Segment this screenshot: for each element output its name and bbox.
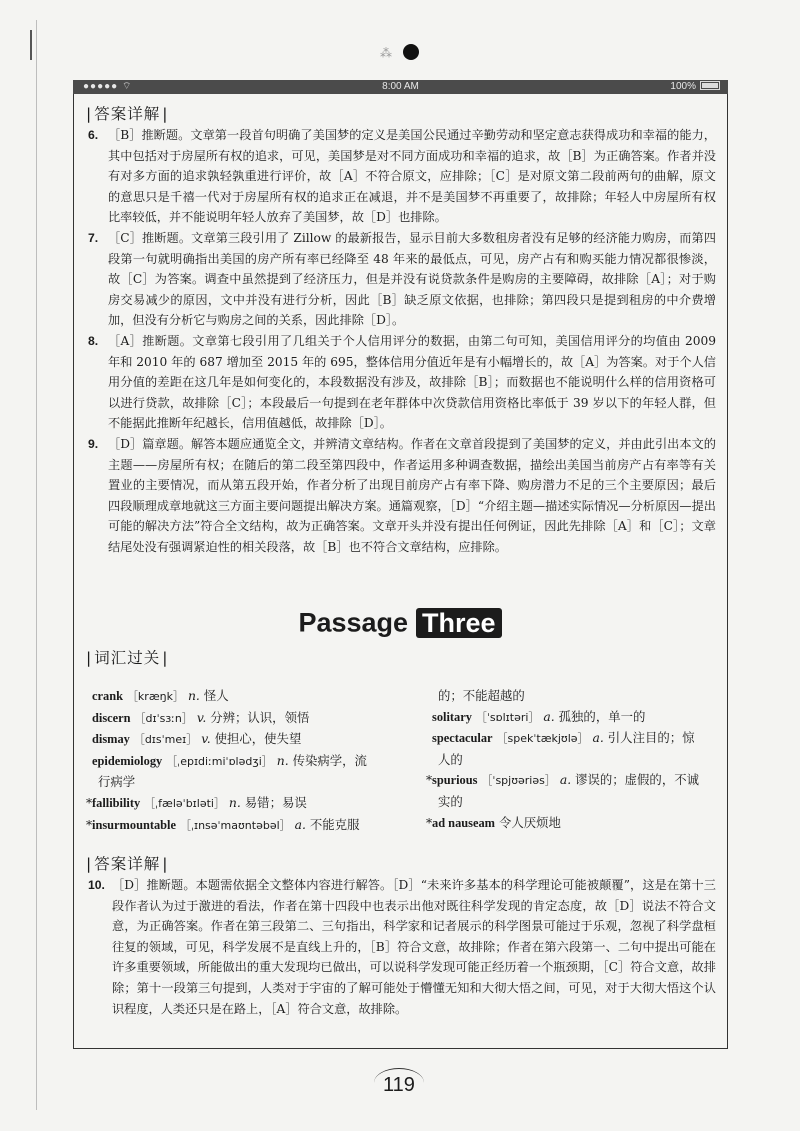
vocab-entry — [426, 770, 726, 792]
vocab-meaning: 不能克服 — [309, 816, 360, 832]
vocab-pos: a. — [294, 816, 306, 832]
vocab-word: insurmountable — [92, 817, 176, 832]
vocab-continuation: 行病学 — [98, 774, 136, 790]
vocab-meaning: 易错；易误 — [244, 794, 307, 810]
item-number: 10. — [88, 878, 105, 892]
vocab-continuation: 实的 — [438, 793, 463, 809]
vocab-pos: a. — [543, 708, 555, 724]
vocab-ipa: ［ˌɪnsəˈmaʊntəbəl］ — [179, 818, 291, 832]
vocab-entry — [426, 728, 726, 750]
vocab-pos: n. — [228, 794, 241, 810]
section-heading: | 答案详解 | — [86, 852, 716, 874]
vocab-word: discern — [92, 710, 131, 725]
sparkle-icon: ⁂ — [380, 46, 392, 60]
vocab-pos: n. — [276, 752, 289, 768]
star-mark: * — [86, 794, 93, 810]
answer-item-6 — [86, 125, 716, 228]
vocab-meaning: 引人注目的；惊 — [607, 730, 695, 746]
vocab-word: fallibility — [92, 795, 141, 810]
vocab-ipa: ［spekˈtækjʊlə］ — [496, 732, 589, 746]
vocab-meaning: 分辨；认识，领悟 — [210, 709, 310, 725]
vocab-pos: a. — [592, 730, 604, 746]
item-text: ［A］推断题。文章第七段引用了几组关于个人信用评分的数据，由第二句可知，美国信用评分的均值由 2009 年和 2010 年的 687 增加至 2015 年的 695，整体信用分值近年是有小幅增长的，故［A］为答案。对于个人信用分值的差距在这几年是如何变化的，本段数据没有涉及，故排除［B］；而数据也不能说明什么样的信用资格可以进行贷款，故排除［C］；本段最后一句提到在老年群体中次贷款信用资格比率低于 39 岁以下的年轻人群，但不能据此推断年纪越长，信用值越低，故排除［D］。 — [108, 333, 716, 431]
passage-word: Passage — [298, 607, 409, 638]
battery-indicator — [670, 80, 720, 94]
vocab-entry — [86, 793, 386, 815]
vocab-ipa: ［kræŋk］ — [126, 690, 184, 703]
vocab-entry — [426, 813, 726, 834]
answer-item-7 — [86, 228, 716, 331]
page-binding-edge — [36, 20, 37, 1110]
vocab-column-right — [426, 686, 726, 833]
vocab-pos: a. — [559, 772, 572, 788]
page-number: 119 — [374, 1074, 424, 1097]
vocab-meaning: 令人厌烦地 — [498, 814, 561, 830]
vocab-word: spectacular — [432, 731, 493, 746]
item-text: ［B］推断题。文章第一段首句明确了美国梦的定义是美国公民通过辛勤劳动和坚定意志获得成功和幸福的能力，其中包括对于房屋所有权的追求，可见，美国梦是对不同方面成功和幸福的追求，故［B］为正确答案。作者并没有对多方面的追求孰轻孰重进行评价，故［A］不符合原文，应排除；［C］是对原文第二段前两句的曲解，原文的意思只是千禧一代对于房屋所有权的追求正在减退，并不是美国梦不再重要了，故排除；年轻人中房屋所有权比率较低，并不能说明年轻人放弃了美国梦，故［D］也排除。 — [108, 128, 716, 225]
answer-section-1 — [86, 102, 716, 557]
vocab-ipa: ［ˈspjʊəriəs］ — [481, 774, 556, 788]
answer-item-9 — [86, 434, 716, 558]
status-bar — [73, 80, 728, 94]
vocab-entry — [426, 707, 726, 729]
passage-title — [0, 606, 800, 638]
vocab-meaning: 谬误的；虚假的，不诚 — [575, 772, 699, 788]
answer-section-2 — [86, 852, 716, 1019]
signal-wifi-indicator: ●●●●● ⌔ — [83, 81, 133, 92]
vocab-meaning: 怪人 — [203, 688, 229, 703]
item-number: 7. — [88, 230, 99, 245]
vocab-word: crank — [92, 689, 123, 703]
vocab-heading-block — [86, 646, 716, 668]
star-mark: * — [426, 772, 433, 788]
vocab-word: ad nauseam — [432, 815, 495, 830]
vocab-pos: n. — [187, 688, 200, 703]
vocab-word: solitary — [432, 709, 472, 724]
battery-icon — [700, 81, 720, 90]
vocab-pos: v. — [196, 709, 207, 725]
vocab-entry — [86, 686, 386, 708]
vocab-entry — [86, 815, 386, 837]
vocab-continuation: 人的 — [438, 751, 463, 767]
status-time: 8:00 AM — [382, 81, 419, 92]
vocab-entry — [86, 708, 386, 730]
camera-dot-icon — [403, 44, 419, 60]
vocab-entry — [86, 751, 386, 773]
page-corner-mark — [30, 30, 32, 60]
vocab-ipa: ［ˌfæləˈbɪləti］ — [144, 796, 225, 810]
vocab-meaning: 孤独的，单一的 — [558, 708, 646, 724]
vocab-ipa: ［dɪsˈmeɪ］ — [133, 733, 198, 747]
battery-percent: 100% — [670, 81, 696, 92]
vocab-word: spurious — [432, 773, 478, 788]
item-text: ［D］篇章题。解答本题应通览全文，并辨清文章结构。作者在文章首段提到了美国梦的定义，并由此引出本文的主题——房屋所有权；在随后的第二段至第四段中，作者运用多种调查数据，描绘出美国当前房产占有率等有关置业的主要情况，而从第五段开始，作者分析了出现目前房产占有率下降、购房潜力不足的三个主要原因；最后四段顺理成章地就这三方面主要问题提出解决方案。通篇观察，［D］“介绍主题—描述实际情况—分析原因—提出可能的解决方法”符合全文结构，故为正确答案。文章开头并没有提出任何例证，因此先排除［A］和［C］；文章结尾处没有强调紧迫性的相关段落，故［B］也不符合文章结构，应排除。 — [108, 436, 716, 554]
item-text: ［D］推断题。本题需依据全文整体内容进行解答。［D］“未来许多基本的科学理论可能被颠覆”，这是在第十三段作者认为过于激进的看法，作者在第十四段中也表示出他对既往科学发现的肯定态度，故［D］说法不符合文意，为正确答案。作者在第三段第二、三句指出，科学家和记者展示的科学图景可能过于乐观，忽视了科学盘桓往复的领域，可见，科学发展不是直线上升的，［B］符合文意，故排除；作者在第六段第一、二句中提出可能在许多重要领域，所能做出的重大发现均已做出，可以说科学发现可能正经历着一个瓶颈期，［C］符合文意，故排除；第十一段第三句提到，人类对于宇宙的了解可能处于懵懂无知和大彻大悟之间，可见，对于大彻大悟这个认识程度，人类还只是在路上，［A］符合文意，故排除。 — [112, 878, 716, 1016]
vocab-meaning: 传染病学，流 — [292, 752, 367, 768]
vocab-meaning: 使担心，使失望 — [214, 731, 302, 747]
answer-item-10 — [86, 875, 716, 1019]
vocab-ipa: ［ˈsɒlɪtəri］ — [475, 710, 540, 724]
section-heading: | 答案详解 | — [86, 102, 716, 124]
item-number: 6. — [88, 128, 99, 142]
vocab-column-left — [86, 686, 386, 836]
vocab-entry — [86, 729, 386, 751]
item-number: 9. — [88, 436, 99, 451]
item-text: ［C］推断题。文章第三段引用了 Zillow 的最新报告，显示目前大多数租房者没有足够的经济能力购房，而第四段第一句就明确指出美国的房产所有率已经降至 48 年来的最低点，可见，房产占有和购买能力情况都很惨淡，故［C］为答案。调查中虽然提到了经济压力，但是并没有说贷款条件是购房的主要障碍，故排除［A］；对于购房交易减少的原因，文中并没有进行分析，因此［B］缺乏原文依据，也排除；第四段只是提到租房的中介费增加，但没有分析它与购房之间的关系，因此排除［D］。 — [108, 230, 716, 328]
vocab-continuation: 的；不能超越的 — [438, 688, 525, 703]
answer-item-8 — [86, 331, 716, 434]
star-mark: * — [426, 814, 433, 830]
vocab-pos: v. — [201, 731, 211, 747]
vocab-word: epidemiology — [92, 753, 163, 768]
vocab-heading: | 词汇过关 | — [86, 646, 716, 668]
item-number: 8. — [88, 333, 99, 348]
vocab-ipa: ［ˌepɪdiːmiˈɒlədʒi］ — [166, 754, 273, 768]
passage-number-badge: Three — [416, 608, 502, 638]
star-mark: * — [86, 816, 93, 832]
vocab-word: dismay — [92, 732, 130, 747]
vocab-ipa: ［dɪˈsɜːn］ — [134, 711, 193, 725]
